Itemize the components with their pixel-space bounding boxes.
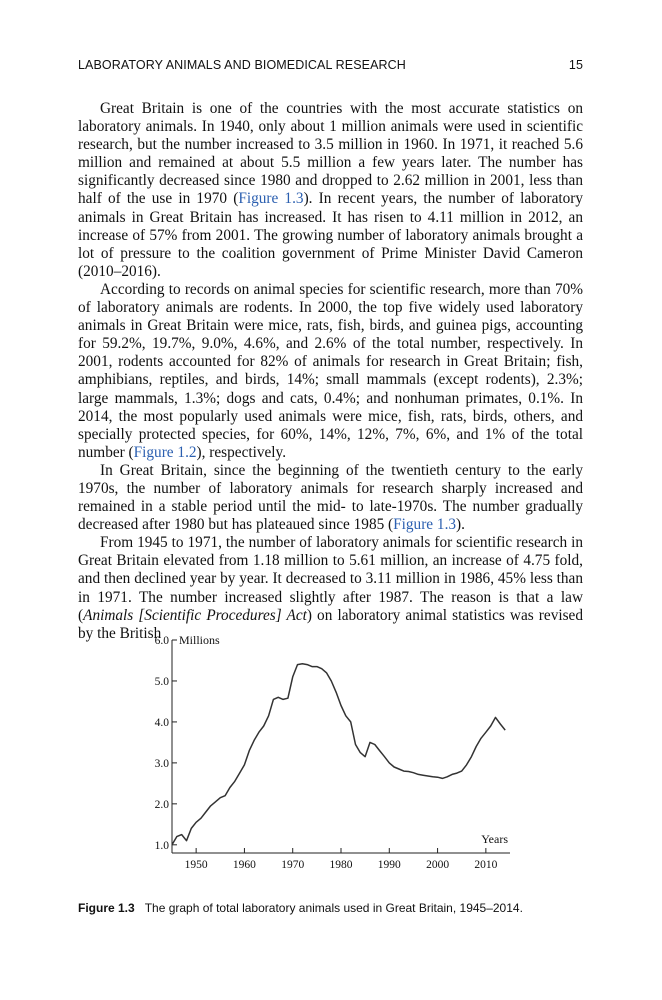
page-number: 15 bbox=[568, 58, 583, 72]
paragraph bbox=[78, 534, 583, 643]
figure-reference-link[interactable]: Figure 1.2 bbox=[133, 443, 197, 461]
text-run: From 1945 to 1971, the number of laboratory animals for scientific research in Great Britain elevated from 1.18 million to 5.61 million, an increase of 4.75 fold, and then declined year by year. It decreased to 3.11 million in 1986, 45% less than in 1971. The number increased slightly after 1987. The reason is that a law ( bbox=[78, 534, 583, 624]
x-axis-label: Years bbox=[481, 832, 508, 846]
figure-1-3 bbox=[140, 628, 520, 878]
x-tick-label: 1970 bbox=[281, 859, 305, 871]
x-tick-label: 1990 bbox=[377, 859, 401, 871]
y-tick-label: 1.0 bbox=[154, 839, 169, 852]
text-run: ). bbox=[456, 516, 465, 534]
body-text bbox=[78, 100, 583, 643]
text-run: In Great Britain, since the beginning of the twentieth century to the early 1970s, the number of laboratory animals for research sharply increased and remained in a stable period until the mid- to late-1970s. The number gradually decreased after 1980 but has plateaued since 1985 ( bbox=[78, 461, 583, 534]
y-tick-label: 4.0 bbox=[154, 716, 169, 729]
line-chart bbox=[140, 628, 520, 878]
y-tick-label: 3.0 bbox=[154, 757, 169, 770]
x-tick-label: 1980 bbox=[329, 859, 353, 871]
italic-text: Animals [Scientific Procedures] Act bbox=[83, 606, 307, 624]
series-line bbox=[172, 664, 505, 845]
figure-caption bbox=[78, 901, 583, 915]
paragraph bbox=[78, 100, 583, 281]
text-run: Great Britain is one of the countries with the most accurate statistics on laboratory animals. In 1940, only about 1 million animals were used in scientific research, but the number increased to 3.5 million in 1960. In 1971, it reached 5.6 million and remained at about 5.5 million a few years later. The number has significantly decreased since 1980 and dropped to 2.62 million in 2001, less than half of the use in 1970 ( bbox=[78, 100, 583, 208]
y-tick-label: 6.0 bbox=[154, 635, 169, 647]
x-tick-label: 1950 bbox=[184, 859, 208, 871]
x-tick-label: 1960 bbox=[232, 859, 256, 871]
y-tick-label: 5.0 bbox=[154, 675, 169, 688]
running-title: LABORATORY ANIMALS AND BIOMEDICAL RESEARCH bbox=[78, 58, 406, 72]
text-run: According to records on animal species for scientific research, more than 70% of laboratory animals are rodents. In 2000, the top five widely used laboratory animals in Great Britain were mice, rats, fish, birds, and guinea pigs, accounting for 59.2%, 19.7%, 9.0%, 4.6%, and 2.6% of the total number, respectively. In 2001, rodents accounted for 82% of animals for research in Great Britain; fish, amphibians, reptiles, and birds, 14%; small mammals (except rodents), 2.3%; large mammals, 1.3%; dogs and cats, 0.4%; and nonhuman primates, 0.1%. In 2014, the most popularly used animals were mice, fish, rats, birds, others, and specially protected species, for 60%, 14%, 12%, 7%, 6%, and 1% of the total number ( bbox=[78, 280, 583, 461]
x-tick-label: 2010 bbox=[474, 859, 498, 871]
paragraph bbox=[78, 281, 583, 462]
figure-reference-link[interactable]: Figure 1.3 bbox=[393, 516, 457, 534]
figure-reference-link[interactable]: Figure 1.3 bbox=[238, 190, 304, 208]
text-run: ) on laboratory animal statistics was revised by the British bbox=[78, 606, 583, 642]
x-tick-label: 2000 bbox=[426, 859, 450, 871]
figure-caption-text: The graph of total laboratory animals used in Great Britain, 1945–2014. bbox=[144, 901, 523, 915]
y-axis-label: Millions bbox=[179, 633, 220, 647]
text-run: ). In recent years, the number of laboratory animals in Great Britain has increased. It has risen to 4.11 million in 2012, an increase of 57% from 2001. The growing number of laboratory animals brought a lot of pressure to the coalition government of Prime Minister David Cameron (2010–2016). bbox=[78, 190, 583, 280]
running-head bbox=[78, 58, 583, 72]
figure-label: Figure 1.3 bbox=[78, 901, 135, 915]
paragraph bbox=[78, 462, 583, 534]
text-run: ), respectively. bbox=[196, 443, 287, 461]
y-tick-label: 2.0 bbox=[154, 798, 169, 811]
